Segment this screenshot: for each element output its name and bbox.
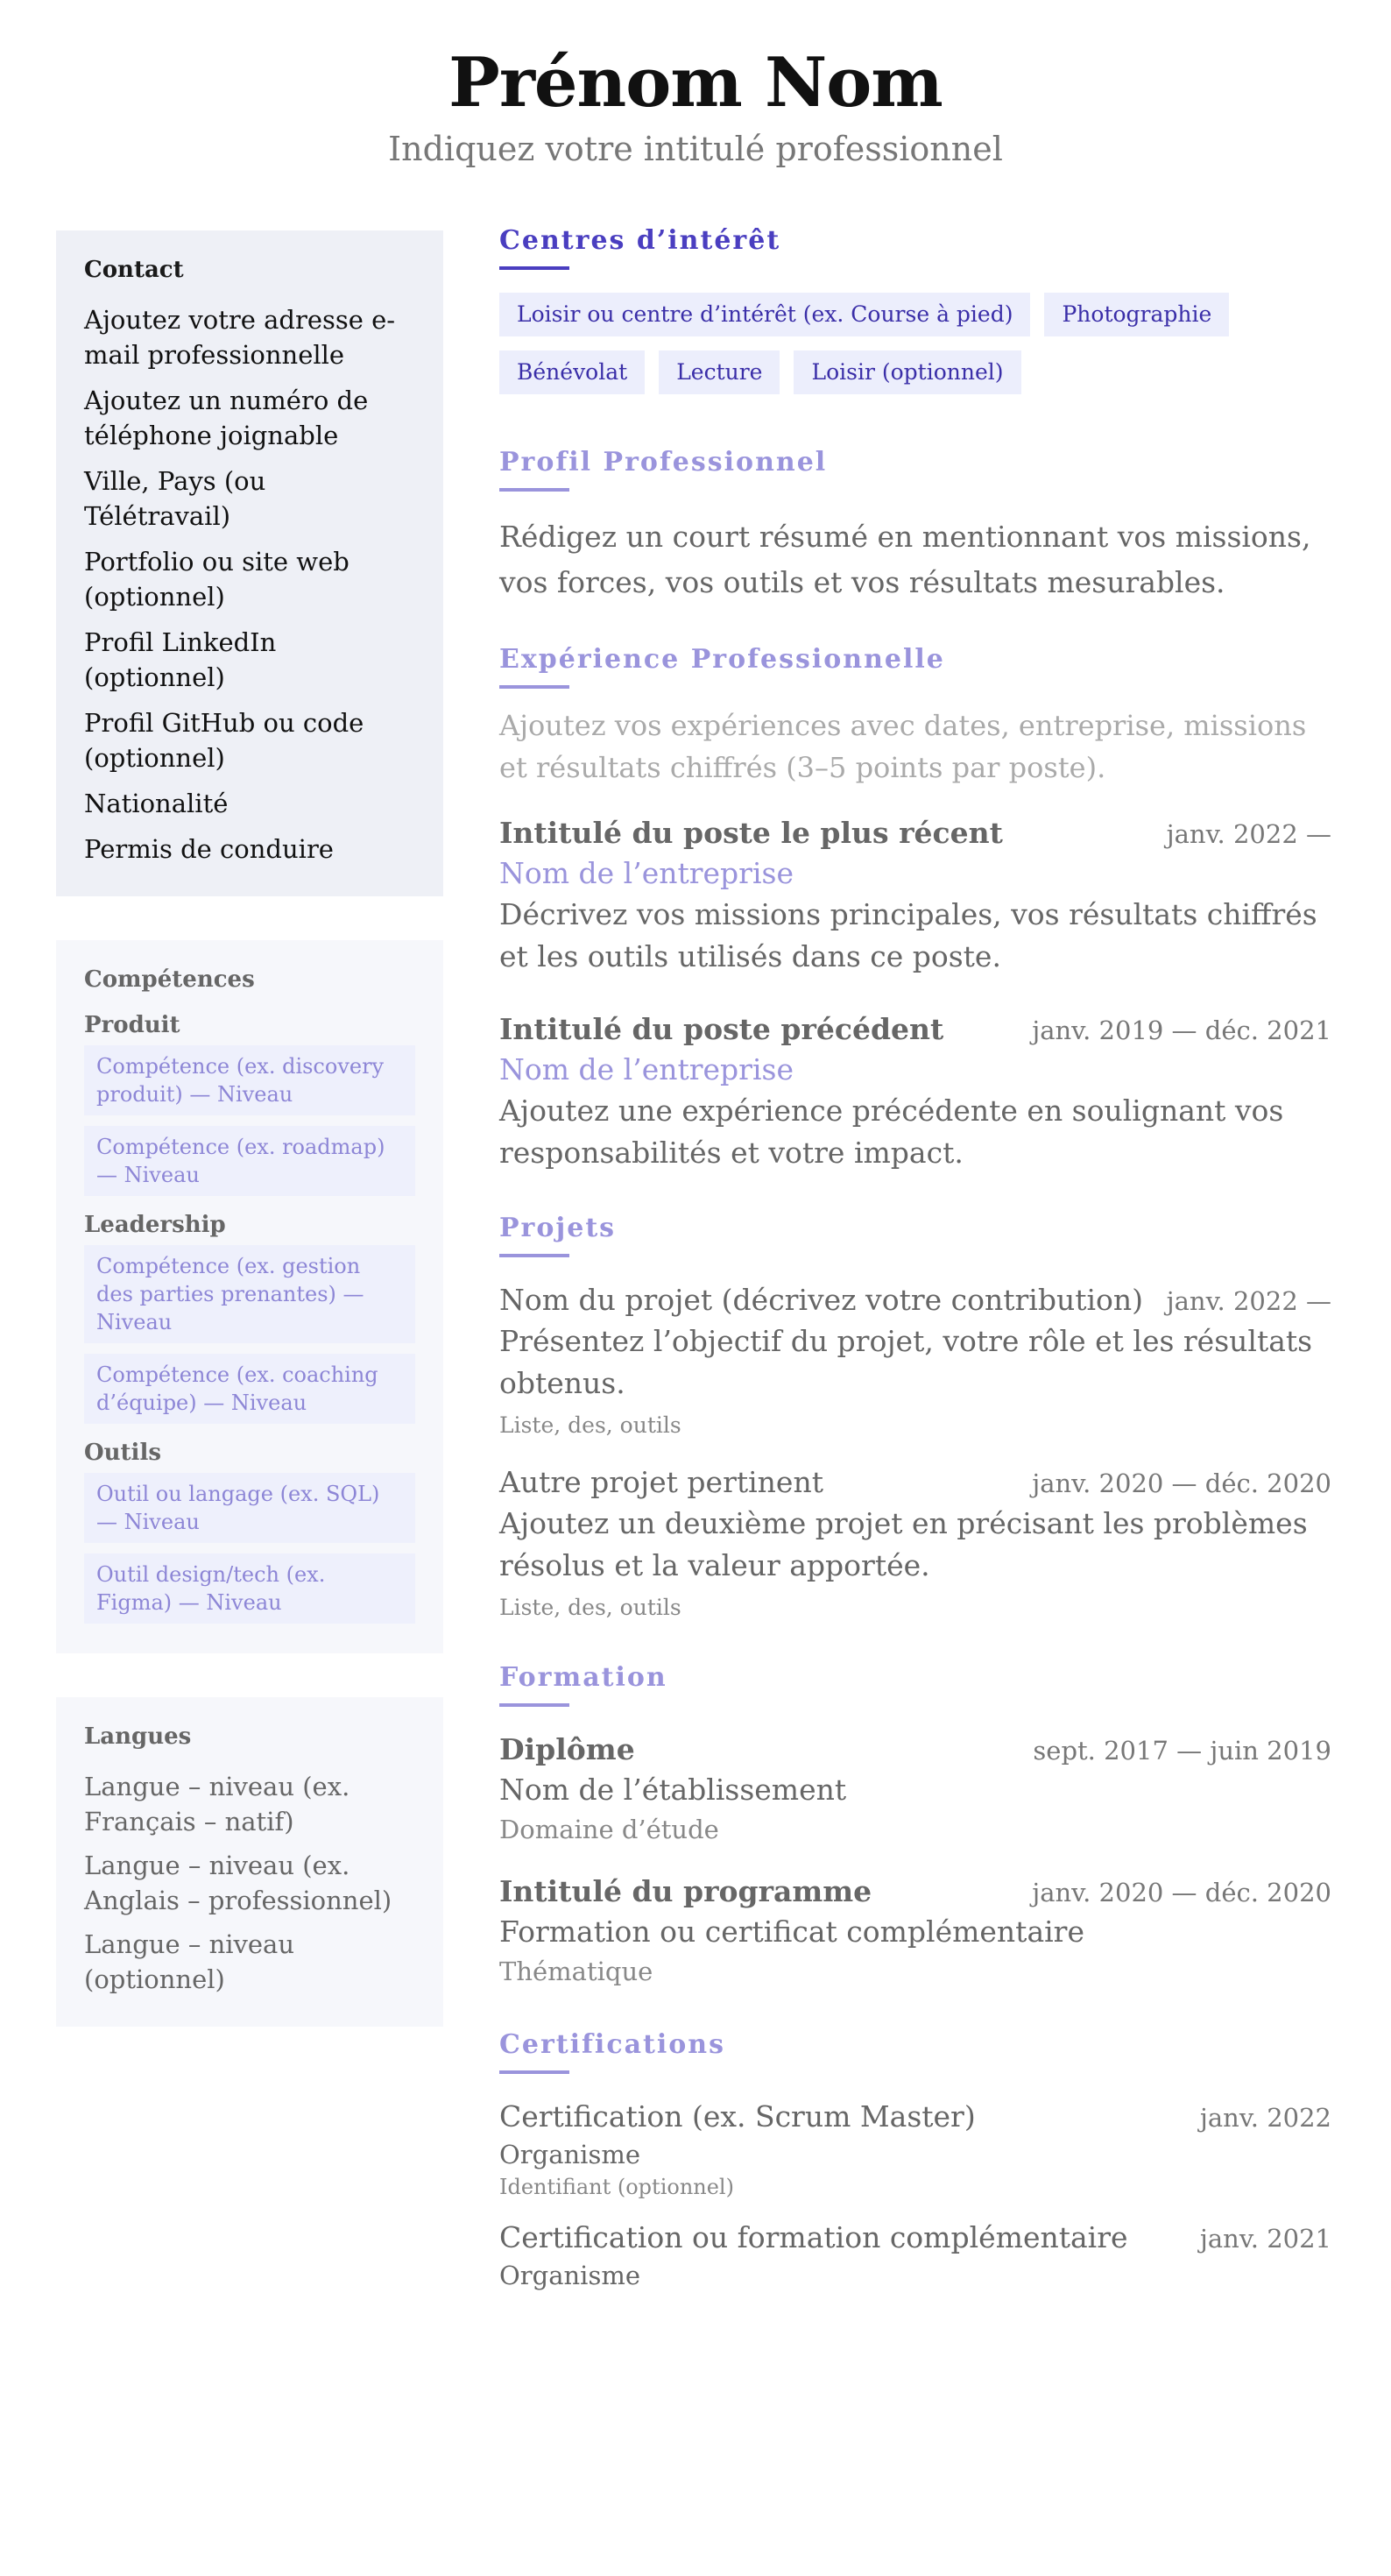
section-title: Expérience Professionnelle bbox=[499, 644, 945, 675]
section-title: Projets bbox=[499, 1213, 617, 1243]
section-divider bbox=[499, 488, 569, 492]
entry-date: janv. 2022 — bbox=[1166, 1286, 1331, 1316]
school-name: Nom de l’établissement bbox=[499, 1773, 847, 1807]
education-section bbox=[499, 1662, 1331, 1991]
project-title: Nom du projet (décrivez votre contribution) bbox=[499, 1283, 1144, 1317]
contact-title: Contact bbox=[84, 257, 184, 283]
skill-item: Compétence (ex. gestion des parties prenantes) — Niveau bbox=[84, 1245, 415, 1343]
person-name: Prénom Nom bbox=[448, 43, 943, 123]
certification-issuer: Organisme bbox=[499, 2261, 640, 2290]
languages-title: Langues bbox=[84, 1723, 192, 1750]
profile-section bbox=[499, 447, 1331, 605]
project-entry bbox=[499, 1280, 1331, 1441]
contact-nationality: Nationalité bbox=[84, 789, 229, 818]
certification-issuer: Organisme bbox=[499, 2140, 640, 2169]
sidebar bbox=[56, 230, 443, 2070]
certification-title: Certification ou formation complémentaire bbox=[499, 2220, 1128, 2254]
entry-date: janv. 2021 bbox=[1199, 2224, 1331, 2254]
entry-description: Ajoutez une expérience précédente en soulignant vos responsabilités et votre impact. bbox=[499, 1093, 1284, 1170]
entry-date: janv. 2022 bbox=[1199, 2103, 1331, 2133]
education-entry bbox=[499, 1730, 1331, 1849]
resume-header bbox=[0, 43, 1391, 169]
languages-panel bbox=[56, 1697, 443, 2027]
profile-summary: Rédigez un court résumé en mentionnant vos missions, vos forces, vos outils et vos résultats mesurables. bbox=[499, 520, 1311, 599]
contact-email: Ajoutez votre adresse e-mail professionnelle bbox=[84, 305, 396, 370]
contact-linkedin: Profil LinkedIn (optionnel) bbox=[84, 627, 277, 692]
interest-tags bbox=[499, 293, 1331, 408]
entry-date: janv. 2022 — bbox=[1166, 819, 1331, 849]
interest-tag: Photographie bbox=[1044, 293, 1229, 336]
skill-group-title: Outils bbox=[84, 1440, 161, 1466]
certification-title: Certification (ex. Scrum Master) bbox=[499, 2099, 976, 2134]
entry-company: Nom de l’entreprise bbox=[499, 856, 794, 890]
project-description: Ajoutez un deuxième projet en précisant les problèmes résolus et la valeur apportée. bbox=[499, 1506, 1308, 1582]
degree-title: Diplôme bbox=[499, 1732, 635, 1766]
project-tools: Liste, des, outils bbox=[499, 1412, 681, 1438]
entry-date: janv. 2019 — déc. 2021 bbox=[1032, 1016, 1331, 1045]
education-entry bbox=[499, 1872, 1331, 1991]
experience-entry bbox=[499, 813, 1331, 978]
certifications-section bbox=[499, 2029, 1331, 2293]
experience-section bbox=[499, 644, 1331, 1174]
interest-tag: Loisir (optionnel) bbox=[794, 350, 1020, 394]
experience-note: Ajoutez vos expériences avec dates, entreprise, missions et résultats chiffrés (3–5 points par poste). bbox=[499, 709, 1307, 784]
language-item: Langue – niveau (ex. Français – natif) bbox=[84, 1772, 350, 1836]
entry-title: Intitulé du poste le plus récent bbox=[499, 816, 1003, 850]
section-title: Centres d’intérêt bbox=[499, 225, 781, 256]
section-title: Formation bbox=[499, 1662, 667, 1693]
section-divider bbox=[499, 685, 569, 689]
entry-description: Décrivez vos missions principales, vos résultats chiffrés et les outils utilisés dans ce poste. bbox=[499, 897, 1317, 973]
interest-tag: Loisir ou centre d’intérêt (ex. Course à pied) bbox=[499, 293, 1030, 336]
contact-license: Permis de conduire bbox=[84, 834, 334, 864]
contact-phone: Ajoutez un numéro de téléphone joignable bbox=[84, 386, 369, 450]
certification-entry bbox=[499, 2218, 1331, 2293]
project-title: Autre projet pertinent bbox=[499, 1465, 823, 1499]
study-field: Domaine d’étude bbox=[499, 1815, 719, 1844]
language-item: Langue – niveau (optionnel) bbox=[84, 1929, 295, 1994]
interest-tag: Bénévolat bbox=[499, 350, 645, 394]
skill-item: Outil design/tech (ex. Figma) — Niveau bbox=[84, 1553, 415, 1624]
contact-portfolio: Portfolio ou site web (optionnel) bbox=[84, 547, 350, 612]
project-tools: Liste, des, outils bbox=[499, 1595, 681, 1620]
interests-section bbox=[499, 225, 1331, 408]
degree-title: Intitulé du programme bbox=[499, 1874, 872, 1908]
experience-entry bbox=[499, 1009, 1331, 1174]
interest-tag: Lecture bbox=[659, 350, 780, 394]
section-divider bbox=[499, 1703, 569, 1707]
skill-item: Compétence (ex. roadmap) — Niveau bbox=[84, 1126, 415, 1196]
section-divider bbox=[499, 2070, 569, 2074]
entry-date: janv. 2020 — déc. 2020 bbox=[1032, 1468, 1331, 1498]
entry-date: sept. 2017 — juin 2019 bbox=[1033, 1736, 1331, 1766]
certification-entry bbox=[499, 2097, 1331, 2202]
school-name: Formation ou certificat complémentaire bbox=[499, 1914, 1084, 1949]
section-title: Certifications bbox=[499, 2029, 725, 2060]
contact-github: Profil GitHub ou code (optionnel) bbox=[84, 708, 364, 773]
project-entry bbox=[499, 1462, 1331, 1624]
entry-company: Nom de l’entreprise bbox=[499, 1052, 794, 1086]
language-item: Langue – niveau (ex. Anglais – professionnel) bbox=[84, 1851, 392, 1915]
entry-date: janv. 2020 — déc. 2020 bbox=[1032, 1878, 1331, 1907]
skill-group-title: Leadership bbox=[84, 1212, 226, 1238]
projects-section bbox=[499, 1213, 1331, 1624]
study-field: Thématique bbox=[499, 1957, 653, 1986]
skills-panel bbox=[56, 940, 443, 1653]
contact-location: Ville, Pays (ou Télétravail) bbox=[84, 466, 266, 531]
entry-title: Intitulé du poste précédent bbox=[499, 1012, 944, 1046]
contact-panel bbox=[56, 230, 443, 896]
main-column bbox=[499, 225, 1331, 2332]
section-divider bbox=[499, 266, 569, 270]
skills-title: Compétences bbox=[84, 966, 255, 993]
skill-group-title: Produit bbox=[84, 1012, 180, 1038]
section-title: Profil Professionnel bbox=[499, 447, 828, 478]
skill-item: Outil ou langage (ex. SQL) — Niveau bbox=[84, 1473, 415, 1543]
skill-item: Compétence (ex. discovery produit) — Niveau bbox=[84, 1045, 415, 1115]
section-divider bbox=[499, 1254, 569, 1257]
certification-id: Identifiant (optionnel) bbox=[499, 2175, 734, 2199]
project-description: Présentez l’objectif du projet, votre rôle et les résultats obtenus. bbox=[499, 1324, 1313, 1400]
job-headline: Indiquez votre intitulé professionnel bbox=[388, 129, 1003, 168]
skill-item: Compétence (ex. coaching d’équipe) — Niveau bbox=[84, 1354, 415, 1424]
